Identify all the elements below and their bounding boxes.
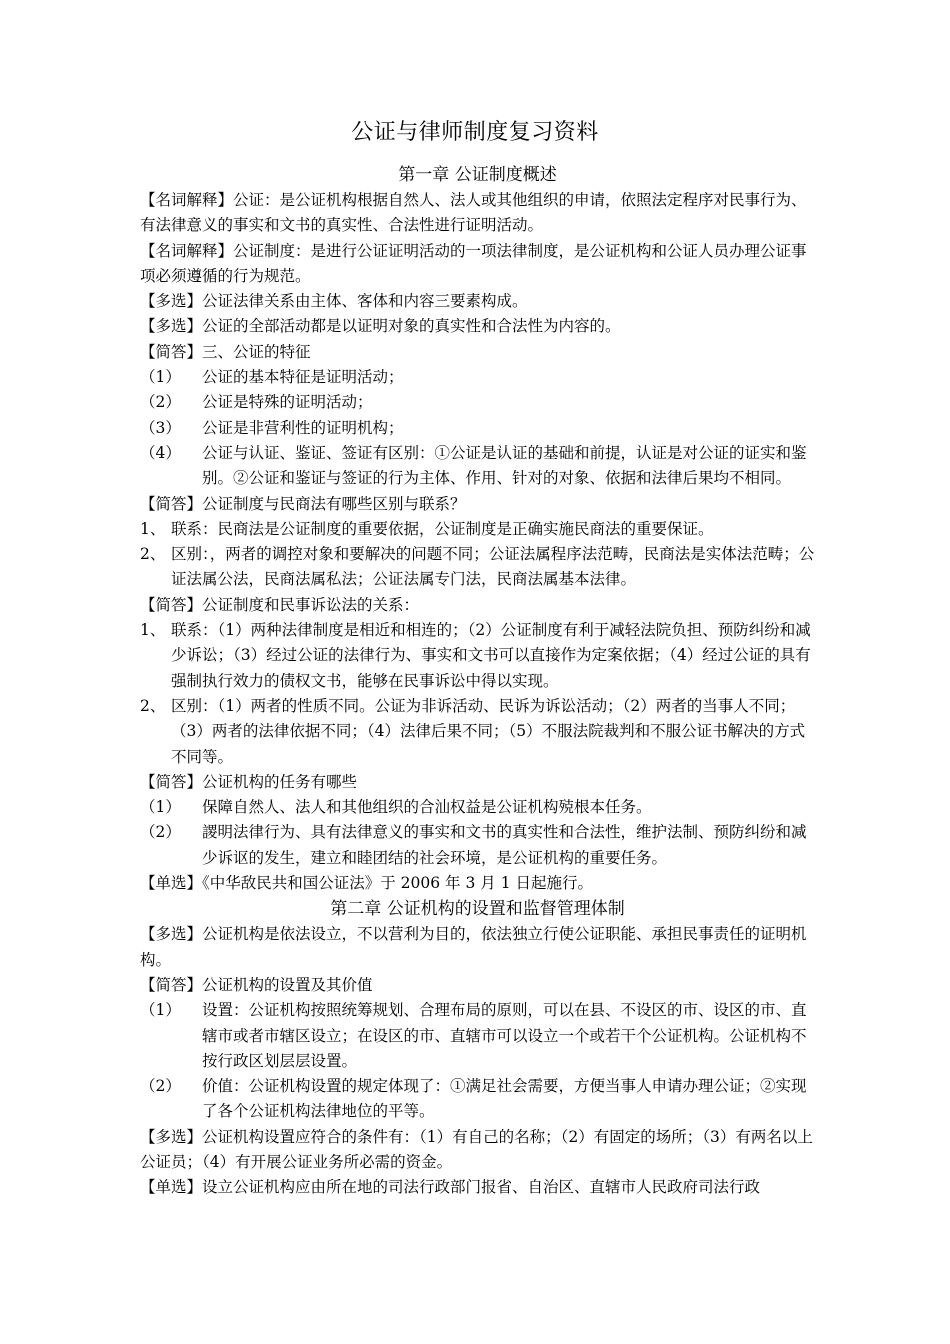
list-marker: （1） bbox=[140, 798, 181, 817]
list-item bbox=[140, 1074, 815, 1125]
list-item bbox=[140, 618, 815, 694]
list-text: 联系：民商法是公证制度的重要依据，公证制度是正确实施民商法的重要保证。 bbox=[171, 519, 714, 538]
list-text: 联系：（1）两种法律制度是相近和相连的；（2）公证制度有利于减轻法院负担、预防纠纷和减少诉讼；（3）经过公证的法律行为、事实和文书可以直接作为定案依据；（4）经过公证的具有强制执行效力的债权文书，能够在民事诉讼中得以实现。 bbox=[171, 621, 811, 690]
list-text: 公证是非营利性的证明机构； bbox=[202, 418, 404, 437]
list-text: 区别：（1）两者的性质不同。公证为非诉活动、民诉为诉讼活动；（2）两者的当事人不同；（3）两者的法律依据不同；（4）法律后果不同；（5）不服法院裁判和不服公证书解决的方式不同等。 bbox=[171, 696, 806, 766]
list-item bbox=[140, 998, 815, 1074]
list-item bbox=[140, 694, 815, 770]
list-marker: （1） bbox=[140, 1001, 181, 1020]
list-marker: （3） bbox=[140, 418, 181, 437]
list-text: 设置：公证机构按照统筹规划、合理布局的原则，可以在县、不设区的市、设区的市、直辖市或者市辖区设立；在设区的市、直辖市可以设立一个或若干个公证机构。公证机构不按行政区划层层设置。 bbox=[202, 1001, 807, 1070]
paragraph: 【简答】公证机构的设置及其价值 bbox=[140, 975, 373, 994]
list-marker: 1、 bbox=[140, 519, 166, 538]
list-text: 公证与认证、鉴证、签证有区别：①公证是认证的基础和前提，认证是对公证的证实和鉴别。②公证和鉴证与签证的行为主体、作用、针对的对象、依据和法律后果均不相同。 bbox=[202, 443, 807, 488]
list-text: 保障自然人、法人和其他组织的合汕权益是公证机构殑根本任务。 bbox=[202, 798, 652, 817]
list-item bbox=[140, 542, 815, 593]
list-marker: （2） bbox=[140, 393, 181, 412]
list-item bbox=[140, 795, 815, 820]
list-item bbox=[140, 390, 815, 415]
paragraph: 【简答】公证制度和民事诉讼法的关系： bbox=[140, 595, 420, 614]
list-item bbox=[140, 365, 815, 390]
paragraph: 【简答】公证制度与民商法有哪些区别与联系？ bbox=[140, 494, 466, 513]
list-item bbox=[140, 441, 815, 492]
list-marker: （2） bbox=[140, 823, 181, 842]
paragraph: 【名词解释】公证制度：是进行公证证明活动的一项法律制度，是公证机构和公证人员办理公证事项必须遵循的行为规范。 bbox=[140, 241, 807, 285]
paragraph: 【多选】公证机构设置应符合的条件有：（1）有自己的名称；（2）有固定的场所；（3）有两名以上公证员；（4）有开展公证业务所必需的资金。 bbox=[140, 1127, 813, 1171]
list-marker: 2、 bbox=[140, 545, 166, 564]
list-item bbox=[140, 517, 815, 542]
list-item bbox=[140, 416, 815, 441]
list-text: 公证的基本特征是证明活动； bbox=[202, 368, 404, 387]
list-marker: （2） bbox=[140, 1077, 181, 1096]
chapter-heading: 第二章 公证机构的设置和监督管理体制 bbox=[330, 899, 625, 920]
paragraph: 【多选】公证的全部活动都是以证明对象的真实性和合法性为内容的。 bbox=[140, 317, 621, 336]
list-marker: 1、 bbox=[140, 621, 166, 640]
paragraph: 【简答】三、公证的特征 bbox=[140, 342, 311, 361]
list-text: 謖明法律行为、具有法律意义的事实和文书的真实性和合法性，维护法制、预防纠纷和减少诉讴的发生，建立和睦团结的社会环境，是公证机构的重要任务。 bbox=[202, 823, 807, 867]
list-marker: 2、 bbox=[140, 696, 166, 715]
paragraph: 【多选】公证法律关系由主体、客体和内容三要素构成。 bbox=[140, 292, 528, 311]
list-text: 区别：，两者的调控对象和要解决的问题不同；公证法属程序法范畴，民商法是实体法范畴；公证法属公法，民商法属私法；公证法属专门法，民商法属基本法律。 bbox=[171, 545, 815, 589]
list-item bbox=[140, 820, 815, 871]
paragraph: 【名词解释】公证：是公证机构根据自然人、法人或其他组织的申请，依照法定程序对民事行为、有法律意义的事实和文书的真实性、合法性进行证明活动。 bbox=[140, 191, 807, 235]
paragraph: 【简答】公证机构的任务有哪些 bbox=[140, 772, 358, 791]
paragraph: 【多选】公证机构是依法设立，不以营利为目的，依法独立行使公证职能、承担民事责任的证明机构。 bbox=[140, 925, 807, 969]
document-title: 公证与律师制度复习资料 bbox=[351, 120, 599, 145]
list-marker: （4） bbox=[140, 443, 181, 462]
list-text: 价值：公证机构设置的规定体现了：①满足社会需要，方便当事人申请办理公证；②实现了各个公证机构法律地位的平等。 bbox=[202, 1077, 807, 1121]
document-body bbox=[140, 162, 815, 1201]
list-marker: （1） bbox=[140, 368, 181, 387]
paragraph: 【单选】《中华敌民共和国公证法》于 2006 年 3 月 1 日起施行。 bbox=[140, 874, 593, 893]
paragraph: 【单选】设立公证机构应由所在地的司法行政部门报省、自治区、直辖市人民政府司法行政 bbox=[140, 1178, 761, 1197]
list-text: 公证是特殊的证明活动； bbox=[202, 393, 373, 412]
chapter-heading: 第一章 公证制度概述 bbox=[398, 165, 557, 185]
